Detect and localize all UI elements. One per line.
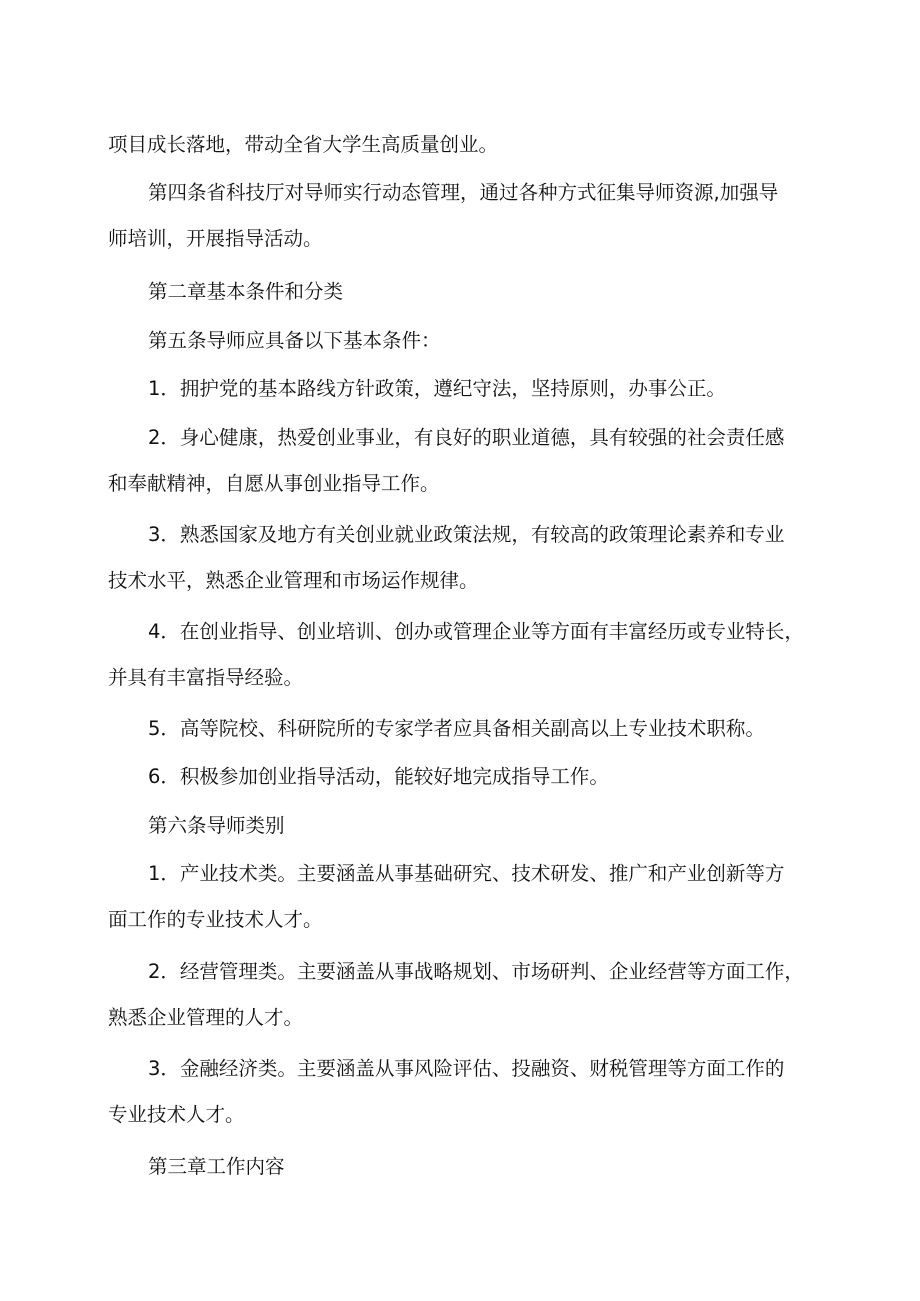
paragraph-line: 面工作的专业技术人才。	[108, 908, 323, 931]
paragraph-article-5	[108, 318, 820, 364]
list-item-6-3	[108, 1046, 820, 1138]
chapter-heading-3	[108, 1144, 820, 1190]
paragraph-1	[108, 170, 820, 262]
paragraph-line: 第六条导师类别	[148, 814, 285, 837]
paragraph-article-6	[108, 803, 820, 849]
list-item-6-2	[108, 949, 820, 1041]
paragraph-line: 第二章基本条件和分类	[148, 280, 344, 303]
paragraph-line: 第五条导师应具备以下基本条件：	[148, 329, 441, 352]
list-item-5-5	[108, 706, 820, 752]
list-item-5-3	[108, 512, 820, 604]
paragraph-line: 项目成长落地，带动全省大学生高质量创业。	[108, 133, 499, 156]
paragraph-line: 和奉献精神，自愿从事创业指导工作。	[108, 472, 440, 495]
paragraph-line: 1．拥护党的基本路线方针政策，遵纪守法，坚持原则，办事公正。	[148, 377, 726, 400]
paragraph-line: 6．积极参加创业指导活动，能较好地完成指导工作。	[148, 765, 609, 788]
chapter-heading-2	[108, 269, 820, 315]
paragraph-line: 第四条省科技厅对导师实行动态管理，通过各种方式征集导师资源,加强导	[148, 181, 779, 204]
list-item-5-6	[108, 754, 820, 800]
paragraph-line: 第三章工作内容	[148, 1155, 285, 1178]
paragraph-line: 师培训，开展指导活动。	[108, 227, 323, 250]
paragraph-line: 熟悉企业管理的人才。	[108, 1006, 304, 1029]
paragraph-line: 4．在创业指导、创业培训、创办或管理企业等方面有丰富经历或专业特长，	[148, 620, 804, 643]
list-item-6-1	[108, 851, 820, 943]
paragraph-line: 2．身心健康，热爱创业事业，有良好的职业道德，具有较强的社会责任感	[148, 426, 785, 449]
list-item-5-4	[108, 609, 820, 701]
paragraph-line: 3．金融经济类。主要涵盖从事风险评估、投融资、财税管理等方面工作的	[148, 1057, 785, 1080]
paragraph-line: 专业技术人才。	[108, 1103, 245, 1126]
paragraph-line: 并具有丰富指导经验。	[108, 666, 304, 689]
list-item-5-1	[108, 366, 820, 412]
paragraph-line: 3．熟悉国家及地方有关创业就业政策法规，有较高的政策理论素养和专业	[148, 523, 785, 546]
paragraph-line: 2．经营管理类。主要涵盖从事战略规划、市场研判、企业经营等方面工作，	[148, 960, 804, 983]
paragraph-0	[108, 122, 820, 168]
paragraph-line: 技术水平，熟悉企业管理和市场运作规律。	[108, 569, 479, 592]
list-item-5-2	[108, 415, 820, 507]
paragraph-line: 1．产业技术类。主要涵盖从事基础研究、技术研发、推广和产业创新等方	[148, 862, 785, 885]
paragraph-line: 5．高等院校、科研院所的专家学者应具备相关副高以上专业技术职称。	[148, 717, 765, 740]
